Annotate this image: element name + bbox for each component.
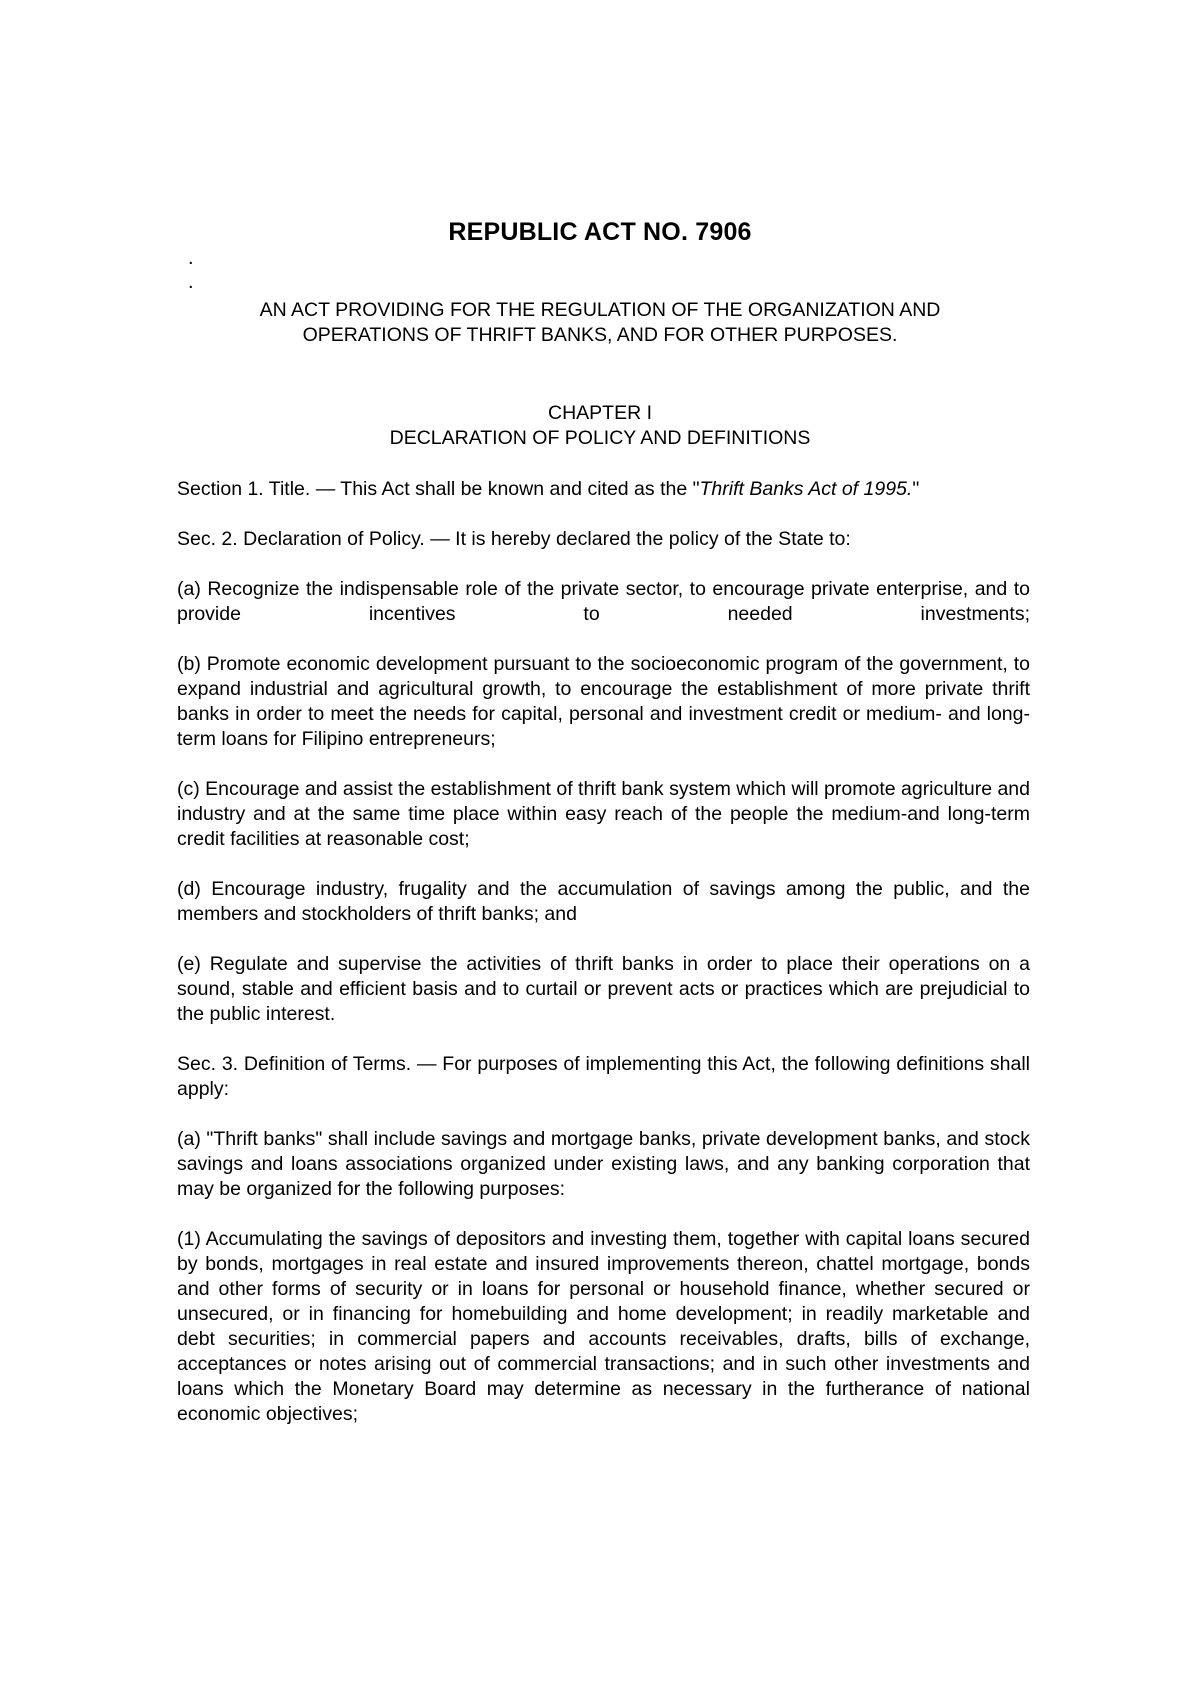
policy-item-d: (d) Encourage industry, frugality and the accumulation of savings among the public, and the members and stockholders of thrift banks; and <box>177 878 1030 925</box>
policy-item-b: (b) Promote economic development pursuant to the socioeconomic program of the government, to expand industrial and agricultural growth, to encourage the establishment of more private thrift banks in order to meet the needs for capital, personal and investment credit or medium- and long-term loans for Filipino entrepreneurs; <box>177 653 1030 750</box>
act-subtitle-line: AN ACT PROVIDING FOR THE REGULATION OF THE ORGANIZATION AND <box>259 299 941 321</box>
document-body <box>177 477 1030 1452</box>
policy-item-c: (c) Encourage and assist the establishment of thrift bank system which will promote agriculture and industry and at the same time place within easy reach of the people the medium-and long-term credit facilities at reasonable cost; <box>177 778 1030 850</box>
definition-item-1: (1) Accumulating the savings of depositors and investing them, together with capital loans secured by bonds, mortgages in real estate and insured improvements thereon, chattel mortgage, bonds and other forms of security or in loans for personal or household finance, whether secured or unsecured, or in financing for homebuilding and home development; in readily marketable and debt securities; in commercial papers and accounts receivables, drafts, bills of exchange, acceptances or notes arising out of commercial transactions; and in such other investments and loans which the Monetary Board may determine as necessary in the furtherance of national economic objectives; <box>177 1228 1030 1425</box>
section-1-lead: Section 1. Title. — This Act shall be known and cited as the " <box>177 478 700 500</box>
policy-item-a: (a) Recognize the indispensable role of the private sector, to encourage private enterprise, and to provide incentives to needed investments; <box>177 578 1030 625</box>
definition-item-a: (a) "Thrift banks" shall include savings and mortgage banks, private development banks, and stock savings and loans associations organized under existing laws, and any banking corporation that may be organized for the following purposes: <box>177 1128 1030 1200</box>
section-3-heading: Sec. 3. Definition of Terms. — For purposes of implementing this Act, the following definitions shall apply: <box>177 1053 1030 1100</box>
chapter-title: DECLARATION OF POLICY AND DEFINITIONS <box>389 427 811 449</box>
bullet-dot: . <box>188 247 194 269</box>
act-subtitle-line: OPERATIONS OF THRIFT BANKS, AND FOR OTHER PURPOSES. <box>302 324 898 346</box>
document-title: REPUBLIC ACT NO. 7906 <box>448 218 752 246</box>
act-short-title: Thrift Banks Act of 1995. <box>699 478 913 500</box>
policy-item-e: (e) Regulate and supervise the activities of thrift banks in order to place their operations on a sound, stable and efficient basis and to curtail or prevent acts or practices which are prejudicial to the public interest. <box>177 953 1030 1025</box>
act-subtitle <box>0 298 1200 348</box>
chapter-heading <box>0 401 1200 451</box>
bullet-dot: . <box>188 271 194 293</box>
section-2-heading: Sec. 2. Declaration of Policy. — It is hereby declared the policy of the State to: <box>177 528 851 550</box>
section-1-title <box>177 477 1030 502</box>
chapter-number: CHAPTER I <box>547 402 652 424</box>
section-1-tail: " <box>912 478 920 500</box>
